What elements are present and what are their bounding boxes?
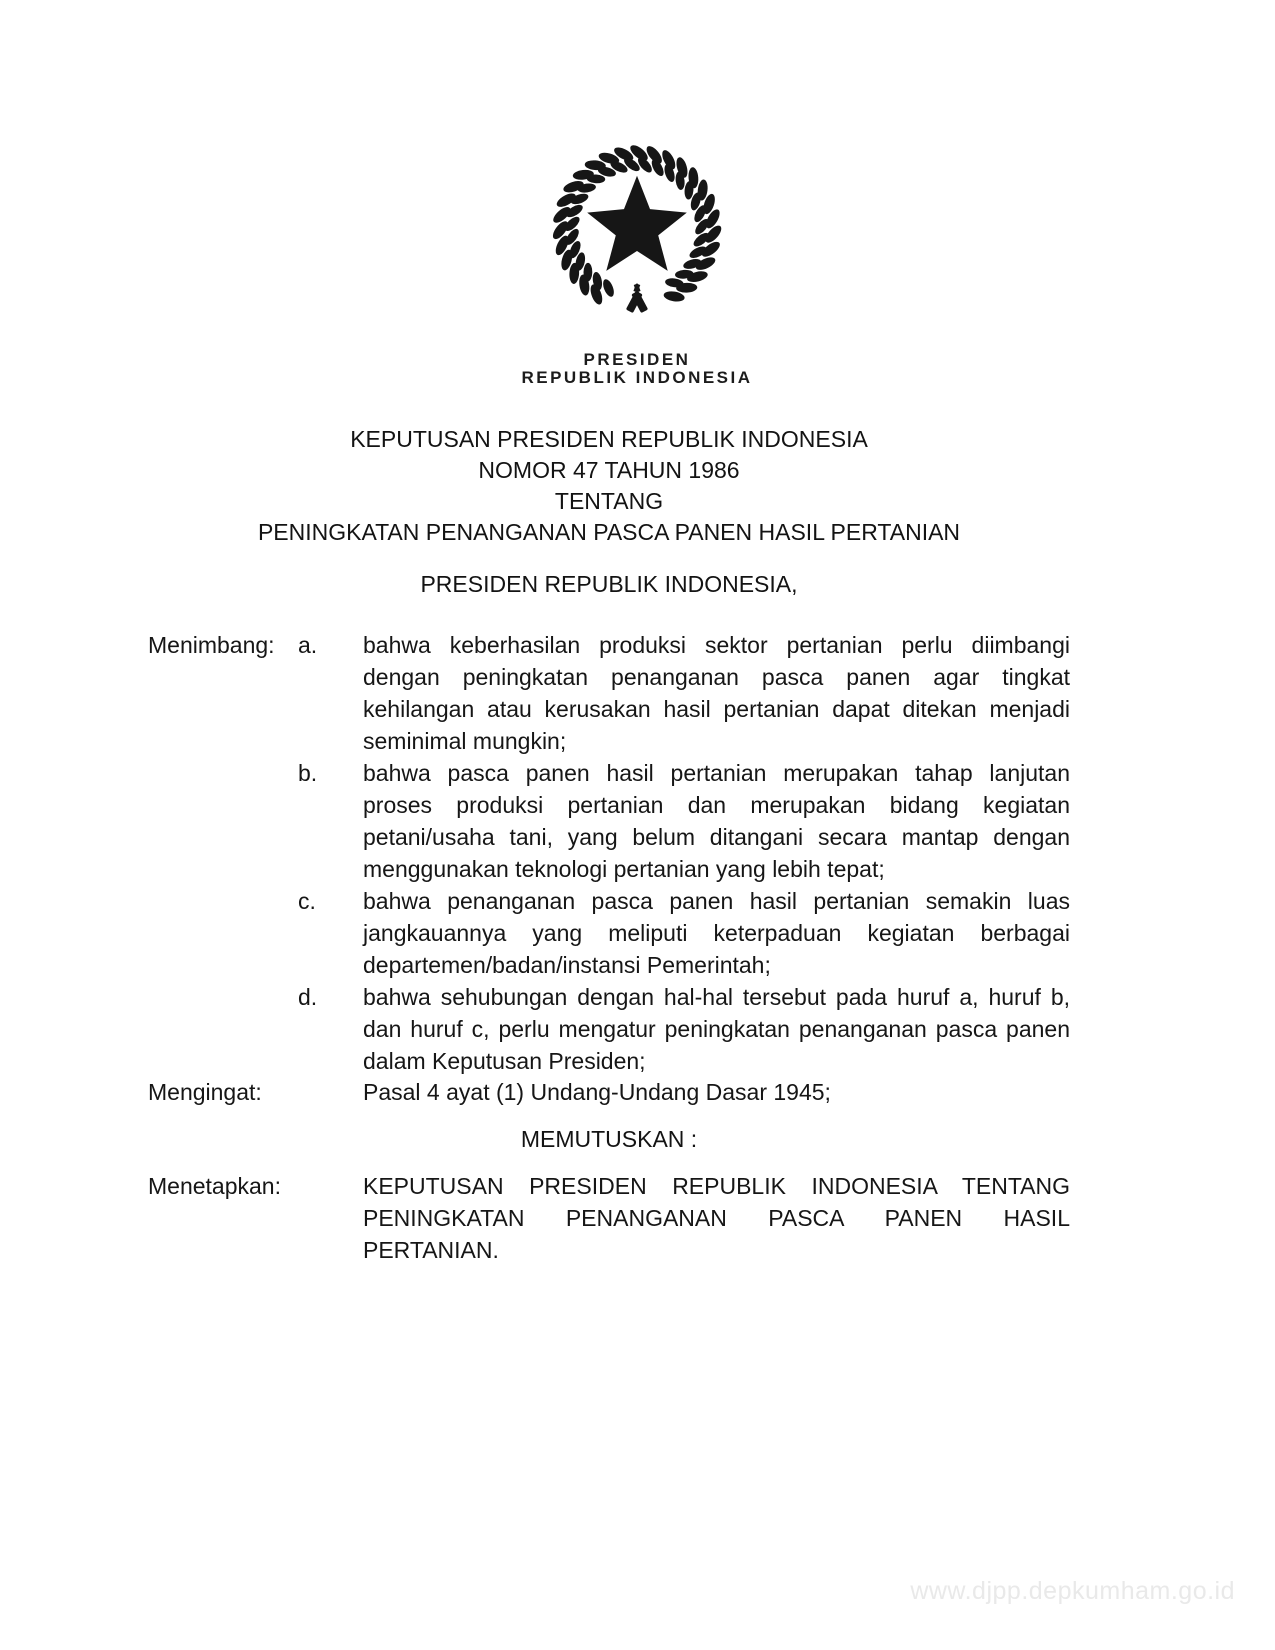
- wreath-ribbon-icon: [626, 283, 648, 313]
- seal-caption-republik: REPUBLIK INDONESIA: [521, 368, 753, 387]
- consideration-row: [148, 629, 1070, 757]
- legal-basis-row: [148, 1076, 1070, 1108]
- title-line-subject: PENINGKATAN PENANGANAN PASCA PANEN HASIL PERTANIAN: [257, 519, 961, 545]
- consideration-row: [148, 981, 1070, 1077]
- decision-heading: MEMUTUSKAN :: [520, 1126, 698, 1152]
- consideration-text: bahwa pasca panen hasil pertanian merupakan tahap lanjutan proses produksi pertanian dan merupakan bidang kegiatan petani/usaha tani, yang belum ditangani secara mantap dengan menggunakan teknologi pertanian yang lebih tepat;: [363, 760, 1070, 882]
- mengingat-label: Mengingat:: [148, 1079, 262, 1105]
- watermark-text: www.djpp.depkumham.go.id: [910, 1577, 1235, 1605]
- salutation: PRESIDEN REPUBLIK INDONESIA,: [420, 571, 798, 597]
- legal-basis-section: [148, 1076, 1070, 1108]
- consideration-text: bahwa sehubungan dengan hal-hal tersebut pada huruf a, huruf b, dan huruf c, perlu mengatur peningkatan penanganan pasca panen dalam Keputusan Presiden;: [363, 984, 1070, 1074]
- star-icon: [587, 176, 687, 271]
- consideration-letter: a.: [298, 632, 318, 658]
- document-title: [148, 424, 1070, 548]
- menetapkan-label: Menetapkan:: [148, 1173, 281, 1199]
- enactment-row: [148, 1170, 1070, 1266]
- consideration-text: bahwa keberhasilan produksi sektor pertanian perlu diimbangi dengan peningkatan penanganan pasca panen agar tingkat kehilangan atau kerusakan hasil pertanian dapat ditekan menjadi seminimal mungkin;: [363, 632, 1070, 754]
- considerations-section: [148, 629, 1070, 1077]
- title-line-number: NOMOR 47 TAHUN 1986: [478, 457, 740, 483]
- enactment-section: [148, 1170, 1070, 1266]
- title-line-tentang: TENTANG: [554, 488, 664, 514]
- consideration-letter: b.: [298, 760, 318, 786]
- consideration-row: [148, 885, 1070, 981]
- presidential-seal: [549, 145, 725, 321]
- title-line-decree: KEPUTUSAN PRESIDEN REPUBLIK INDONESIA: [350, 426, 868, 452]
- menimbang-label: Menimbang:: [148, 632, 275, 658]
- consideration-letter: c.: [298, 888, 316, 914]
- consideration-letter: d.: [298, 984, 318, 1010]
- enactment-text: KEPUTUSAN PRESIDEN REPUBLIK INDONESIA TENTANG PENINGKATAN PENANGANAN PASCA PANEN HASIL PERTANIAN.: [363, 1173, 1070, 1263]
- consideration-text: bahwa penanganan pasca panen hasil pertanian semakin luas jangkauannya yang meliputi keterpaduan kegiatan berbagai departemen/badan/instansi Pemerintah;: [363, 888, 1070, 978]
- legal-basis-text: Pasal 4 ayat (1) Undang-Undang Dasar 1945;: [363, 1079, 831, 1105]
- consideration-row: [148, 757, 1070, 885]
- seal-caption: [487, 351, 787, 387]
- seal-caption-presiden: PRESIDEN: [583, 350, 691, 369]
- seal-graphic: [549, 145, 725, 321]
